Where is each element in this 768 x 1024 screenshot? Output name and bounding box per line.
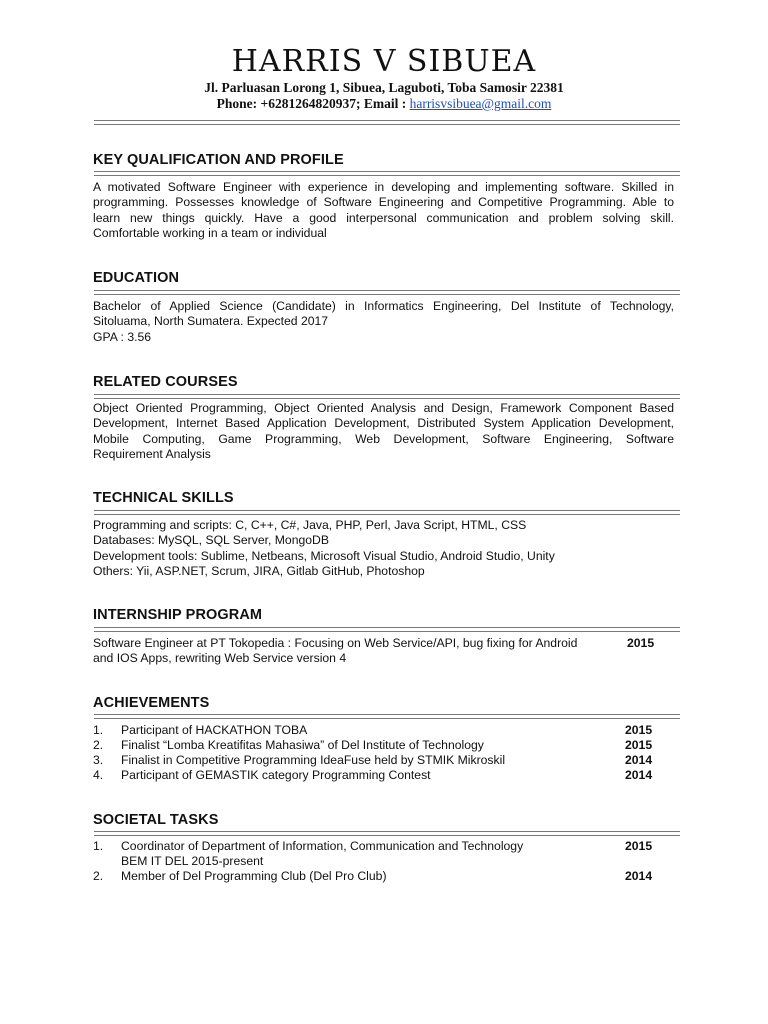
section-divider (94, 290, 680, 295)
profile-line: Comfortable working in a team or individual (93, 225, 327, 240)
section-heading-education: EDUCATION (93, 270, 180, 286)
courses-text (93, 401, 674, 462)
task-text-continued: BEM IT DEL 2015-present (121, 854, 264, 868)
email-link[interactable]: harrisvsibuea@gmail.com (409, 96, 552, 111)
section-heading-societal: SOCIETAL TASKS (93, 812, 219, 828)
skills-line: Programming and scripts: C, C++, C#, Java, PHP, Perl, Java Script, HTML, CSS (93, 518, 527, 532)
section-heading-courses: RELATED COURSES (93, 374, 238, 390)
task-year: 2015 (625, 839, 653, 853)
task-number: 2. (93, 869, 104, 883)
profile-line: A motivated Software Engineer with experience in developing and implementing software. Skilled in (93, 180, 674, 194)
achievement-number: 3. (93, 753, 104, 767)
task-text: Member of Del Programming Club (Del Pro Club) (121, 869, 387, 883)
courses-line: Development, Internet Based Application Development, Distributed System Application Development, (93, 416, 674, 431)
achievement-year: 2015 (625, 723, 653, 737)
internship-line: and IOS Apps, rewriting Web Service version 4 (93, 651, 347, 666)
achievement-year: 2014 (625, 753, 653, 767)
achievement-number: 1. (93, 723, 104, 737)
achievement-year: 2015 (625, 738, 653, 752)
skills-text (93, 518, 674, 579)
section-heading-skills: TECHNICAL SKILLS (93, 490, 234, 506)
profile-line: learn new things quickly. Have a good interpersonal communication and problem solving skill. (93, 210, 674, 225)
internship-year: 2015 (627, 636, 655, 650)
skills-line: Databases: MySQL, SQL Server, MongoDB (93, 533, 329, 548)
achievement-text: Finalist “Lomba Kreatifitas Mahasiwa” of Del Institute of Technology (121, 738, 484, 752)
header-divider (94, 120, 680, 125)
phone-text: Phone: +6281264820937; Email : (216, 96, 410, 111)
address: Jl. Parluasan Lorong 1, Sibuea, Laguboti, Toba Samosir 22381 (204, 80, 564, 95)
achievement-text: Participant of GEMASTIK category Programming Contest (121, 768, 431, 782)
section-divider (94, 714, 680, 719)
profile-text (93, 180, 674, 241)
candidate-name: HARRIS V SIBUEA (231, 44, 537, 79)
profile-line: programming. Possesses knowledge of Software Engineering and Competitive Programming. Able to (93, 195, 674, 210)
courses-line: Requirement Analysis (93, 446, 211, 461)
contact-line (0, 96, 768, 112)
section-heading-achievements: ACHIEVEMENTS (93, 695, 210, 711)
section-heading-profile: KEY QUALIFICATION AND PROFILE (93, 152, 344, 168)
courses-line: Mobile Computing, Game Programming, Web Development, Software Engineering, Software (93, 431, 674, 446)
achievement-year: 2014 (625, 768, 653, 782)
section-divider (94, 510, 680, 515)
section-divider (94, 394, 680, 399)
education-line: Bachelor of Applied Science (Candidate) in Informatics Engineering, Del Institute of Technology, (93, 299, 674, 313)
task-number: 1. (93, 839, 104, 853)
section-divider (94, 831, 680, 836)
achievement-text: Participant of HACKATHON TOBA (121, 723, 308, 737)
task-year: 2014 (625, 869, 653, 883)
courses-line: Object Oriented Programming, Object Oriented Analysis and Design, Framework Component Based (93, 401, 674, 415)
achievement-number: 2. (93, 738, 104, 752)
education-line: GPA : 3.56 (93, 329, 152, 344)
education-line: Sitoluama, North Sumatera. Expected 2017 (93, 314, 329, 329)
internship-text (93, 636, 613, 667)
achievement-number: 4. (93, 768, 104, 782)
section-heading-internship: INTERNSHIP PROGRAM (93, 607, 263, 623)
achievement-text: Finalist in Competitive Programming IdeaFuse held by STMIK Mikroskil (121, 753, 506, 767)
task-text: Coordinator of Department of Information, Communication and Technology (121, 839, 524, 853)
skills-line: Others: Yii, ASP.NET, Scrum, JIRA, Gitlab GitHub, Photoshop (93, 563, 425, 578)
internship-line: Software Engineer at PT Tokopedia : Focusing on Web Service/API, bug fixing for Android (93, 636, 578, 650)
skills-line: Development tools: Sublime, Netbeans, Microsoft Visual Studio, Android Studio, Unity (93, 548, 555, 563)
section-divider (94, 171, 680, 176)
section-divider (94, 627, 680, 632)
education-text (93, 299, 674, 345)
